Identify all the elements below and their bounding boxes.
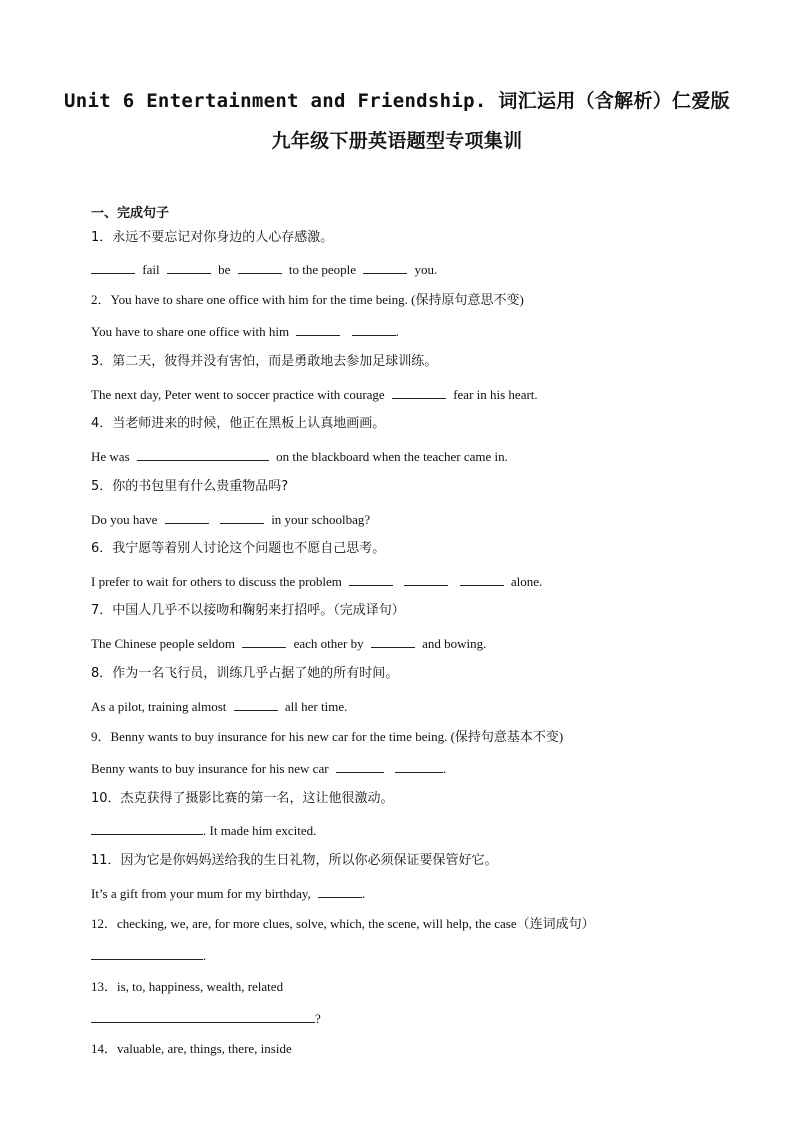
- answer-blank[interactable]: [392, 386, 446, 399]
- question-9-prompt: 9．Benny wants to buy insurance for his new car for the time being. (保持句意基本不变): [91, 729, 564, 744]
- answer-text: .: [362, 886, 366, 901]
- answer-text: in your schoolbag?: [271, 512, 371, 527]
- answer-blank[interactable]: [352, 323, 396, 336]
- answer-text: I prefer to wait for others to discuss the problem: [91, 574, 342, 589]
- answer-blank[interactable]: [460, 573, 504, 586]
- answer-text: . It made him excited.: [203, 823, 317, 838]
- answer-text: all her time.: [284, 699, 348, 714]
- answer-text: .: [443, 761, 447, 776]
- question-9-answer: [91, 760, 446, 777]
- answer-blank[interactable]: [167, 261, 211, 274]
- answer-blank[interactable]: [137, 448, 269, 461]
- question-12-answer: [91, 947, 206, 964]
- question-4-prompt: 4．当老师进来的时候，他正在黑板上认真地画画。: [91, 416, 386, 431]
- answer-text: you.: [414, 262, 438, 277]
- answer-blank[interactable]: [165, 511, 209, 524]
- question-8-prompt: 8．作为一名飞行员，训练几乎占据了她的所有时间。: [91, 666, 399, 681]
- question-11-prompt: 11．因为它是你妈妈送给我的生日礼物，所以你必须保证要保管好它。: [91, 853, 498, 868]
- answer-text: alone.: [510, 574, 543, 589]
- question-7-answer: [91, 635, 486, 652]
- answer-blank[interactable]: [91, 1010, 315, 1023]
- answer-text: fail: [142, 262, 160, 277]
- answer-text: ?: [315, 1011, 321, 1026]
- question-12-prompt: 12．checking, we, are, for more clues, solve, which, the scene, will help, the case（连词成句）: [91, 916, 595, 931]
- answer-text: He was: [91, 449, 130, 464]
- answer-text: on the blackboard when the teacher came in.: [276, 449, 508, 464]
- question-5-prompt: 5．你的书包里有什么贵重物品吗?: [91, 479, 289, 494]
- question-13-answer: [91, 1010, 321, 1027]
- answer-text: You have to share one office with him: [91, 324, 290, 339]
- question-10-answer: [91, 822, 316, 839]
- question-6-prompt: 6．我宁愿等着别人讨论这个问题也不愿自己思考。: [91, 541, 386, 556]
- answer-text: each other by: [293, 636, 364, 651]
- question-2-answer: [91, 323, 399, 340]
- answer-blank[interactable]: [220, 511, 264, 524]
- question-3-answer: [91, 386, 538, 403]
- question-10-prompt: 10．杰克获得了摄影比赛的第一名，这让他很激动。: [91, 791, 394, 806]
- answer-text: As a pilot, training almost: [91, 699, 227, 714]
- question-1-answer: [91, 261, 437, 278]
- answer-text: and bowing.: [422, 636, 487, 651]
- answer-text: It’s a gift from your mum for my birthday,: [91, 886, 311, 901]
- answer-blank[interactable]: [234, 698, 278, 711]
- question-2-prompt: 2．You have to share one office with him for the time being. (保持原句意思不变): [91, 292, 524, 307]
- answer-blank[interactable]: [296, 323, 340, 336]
- answer-blank[interactable]: [371, 635, 415, 648]
- answer-blank[interactable]: [349, 573, 393, 586]
- answer-text: .: [395, 324, 399, 339]
- question-14-prompt: 14．valuable, are, things, there, inside: [91, 1041, 292, 1056]
- answer-text: Benny wants to buy insurance for his new car: [91, 761, 329, 776]
- answer-text: be: [218, 262, 231, 277]
- question-7-prompt: 7．中国人几乎不以接吻和鞠躬来打招呼。（完成译句）: [91, 603, 405, 618]
- answer-text: The next day, Peter went to soccer practice with courage: [91, 387, 385, 402]
- answer-blank[interactable]: [404, 573, 448, 586]
- answer-text: fear in his heart.: [453, 387, 538, 402]
- answer-text: .: [203, 948, 207, 963]
- question-8-answer: [91, 698, 347, 715]
- answer-blank[interactable]: [242, 635, 286, 648]
- section-heading: 一、完成句子: [91, 206, 170, 221]
- answer-text: Do you have: [91, 512, 158, 527]
- answer-blank[interactable]: [91, 261, 135, 274]
- answer-blank[interactable]: [395, 760, 443, 773]
- question-11-answer: [91, 885, 365, 902]
- answer-blank[interactable]: [238, 261, 282, 274]
- answer-blank[interactable]: [91, 947, 203, 960]
- question-5-answer: [91, 511, 370, 528]
- question-3-prompt: 3．第二天，彼得并没有害怕，而是勇敢地去参加足球训练。: [91, 354, 438, 369]
- question-1-prompt: 1．永远不要忘记对你身边的人心存感激。: [91, 230, 334, 245]
- question-13-prompt: 13．is, to, happiness, wealth, related: [91, 979, 284, 994]
- answer-text: The Chinese people seldom: [91, 636, 236, 651]
- answer-blank[interactable]: [336, 760, 384, 773]
- answer-blank[interactable]: [363, 261, 407, 274]
- question-6-answer: [91, 573, 542, 590]
- answer-text: to the people: [288, 262, 357, 277]
- answer-blank[interactable]: [91, 822, 203, 835]
- answer-blank[interactable]: [318, 885, 362, 898]
- page-subtitle: 九年级下册英语题型专项集训: [271, 130, 523, 152]
- page-title: Unit 6 Entertainment and Friendship. 词汇运用（含解析）仁爱版: [64, 90, 730, 112]
- question-4-answer: [91, 448, 508, 465]
